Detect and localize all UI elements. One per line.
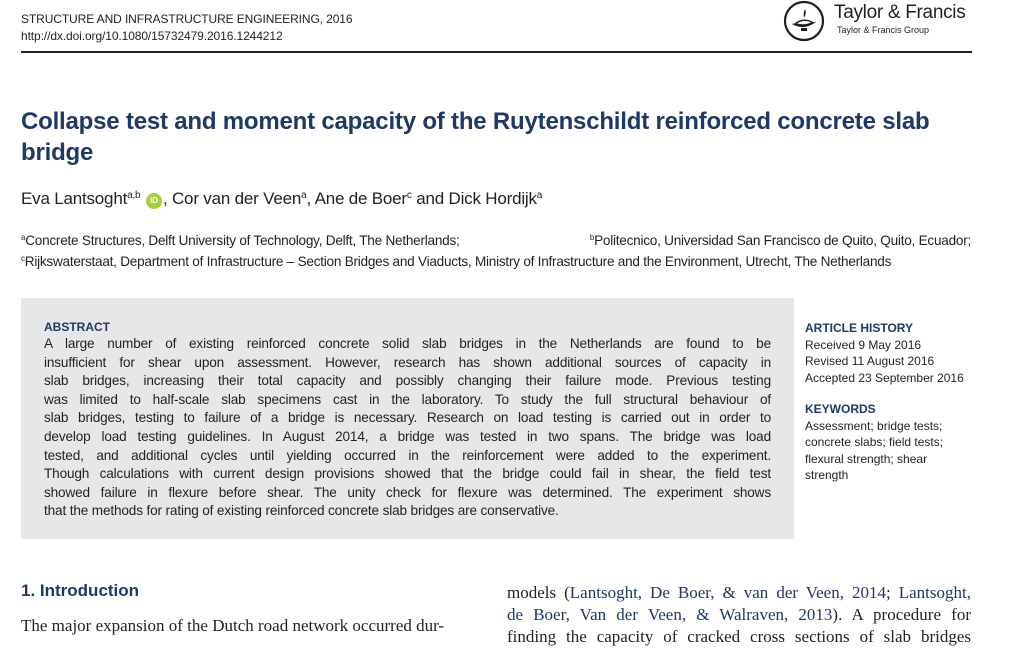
abstract-line: develop load testing guidelines. In August 2014, a bridge was tested in two spans. The bridge was load <box>44 428 771 444</box>
abstract-line: insufficient for shear upon assessment. However, research has shown additional sources of capacity in <box>44 354 771 370</box>
citation-link[interactable]: Lantsoght, De Boer, & van der Veen, 2014 <box>569 583 886 602</box>
abstract-text <box>44 335 771 521</box>
affiliation-c: Rijkswaterstaat, Department of Infrastructure – Section Bridges and Viaducts, Ministry of Infrastructure and the Environment, Utrecht, The Netherlands <box>24 254 892 269</box>
author-affil-sup: a,b <box>127 190 141 201</box>
affiliation-b: Politecnico, Universidad San Francisco de Quito, Quito, Ecuador; <box>594 233 971 248</box>
affiliation-line <box>21 250 971 271</box>
journal-header <box>21 11 352 45</box>
article-history <box>805 320 964 386</box>
abstract-line: A large number of existing reinforced concrete solid slab bridges in the Netherlands are found to be <box>44 336 771 351</box>
body-text-line: The major expansion of the Dutch road network occurred dur- <box>21 616 445 635</box>
keywords-heading: KEYWORDS <box>805 402 876 416</box>
author-name[interactable]: , Ane de Boer <box>306 189 407 208</box>
keywords-line: Assessment; bridge tests; <box>805 418 943 433</box>
affil-sup: b <box>589 233 595 242</box>
body-text: models ( <box>507 583 570 602</box>
orcid-icon[interactable]: iD <box>146 193 162 209</box>
header-rule <box>21 51 972 53</box>
author-name[interactable]: Eva Lantsoght <box>21 189 128 208</box>
journal-name: STRUCTURE AND INFRASTRUCTURE ENGINEERING, 2016 <box>21 12 353 26</box>
publisher-logo[interactable] <box>782 0 982 42</box>
received-date: Received 9 May 2016 <box>805 337 922 352</box>
abstract-line: tested, and additional cycles until yielding occurred in the reinforcement were added to the experiment. <box>44 447 771 463</box>
author-affil-sup: c <box>406 190 412 201</box>
affil-sup: c <box>21 254 25 263</box>
abstract-line: showed failure in flexure before shear. The unity check for flexure was determined. The experiment shows <box>44 484 771 500</box>
abstract-heading: ABSTRACT <box>44 320 110 334</box>
accepted-date: Accepted 23 September 2016 <box>805 370 964 385</box>
author-affil-sup: a <box>301 190 307 201</box>
abstract-line: slab bridges, testing to failure of a bridge is necessary. Research on load testing is carried out in order to <box>44 410 771 426</box>
author-name[interactable]: , Cor van der Veen <box>162 189 302 208</box>
body-text: ; <box>886 583 899 602</box>
abstract-line: that the methods for rating of existing reinforced concrete slab bridges are conservative. <box>44 503 559 519</box>
lamp-icon <box>782 0 826 42</box>
article-title: Collapse test and moment capacity of the Ruytenschildt reinforced concrete slab bridge <box>21 108 930 166</box>
body-text-line: finding the capacity of cracked cross sections of slab bridges <box>507 627 971 646</box>
article-history-heading: ARTICLE HISTORY <box>805 321 914 335</box>
doi-link[interactable]: http://dx.doi.org/10.1080/15732479.2016.1244212 <box>21 29 283 43</box>
abstract-line: Though calculations with current design provisions showed that the bridge could fail in shear, the field test <box>44 466 771 482</box>
body-text-line <box>507 582 971 604</box>
author-name[interactable]: and Dick Hordijk <box>411 189 537 208</box>
section-heading-introduction: 1. Introduction <box>21 581 140 600</box>
affil-sup: a <box>21 233 26 242</box>
body-text-line <box>507 604 971 626</box>
affiliations <box>21 229 971 271</box>
author-list <box>21 189 542 209</box>
citation-link[interactable]: de Boer, Van der Veen, & Walraven, 2013 <box>507 605 833 624</box>
keywords-line: strength <box>805 468 849 482</box>
body-right-column <box>507 582 971 648</box>
revised-date: Revised 11 August 2016 <box>805 354 935 368</box>
citation-link[interactable]: Lantsoght, <box>898 583 971 602</box>
affiliation-line <box>21 229 971 250</box>
keywords <box>805 401 943 484</box>
abstract-line: was limited to half-scale slab specimens cast in the laboratory. To study the full structural behaviour of <box>44 391 771 407</box>
keywords-line: flexural strength; shear <box>805 451 928 466</box>
body-left-column <box>21 615 486 637</box>
publisher-group: Taylor & Francis Group <box>837 25 930 35</box>
abstract-line: slab bridges, increasing their total capacity and possibly changing their failure mode. Previous testing <box>44 373 771 389</box>
affiliation-a: Concrete Structures, Delft University of Technology, Delft, The Netherlands; <box>25 233 460 248</box>
keywords-line: concrete slabs; field tests; <box>805 435 944 449</box>
body-text: ). A procedure for <box>832 605 971 624</box>
publisher-name: Taylor & Francis <box>834 2 966 23</box>
author-affil-sup: a <box>536 190 543 201</box>
